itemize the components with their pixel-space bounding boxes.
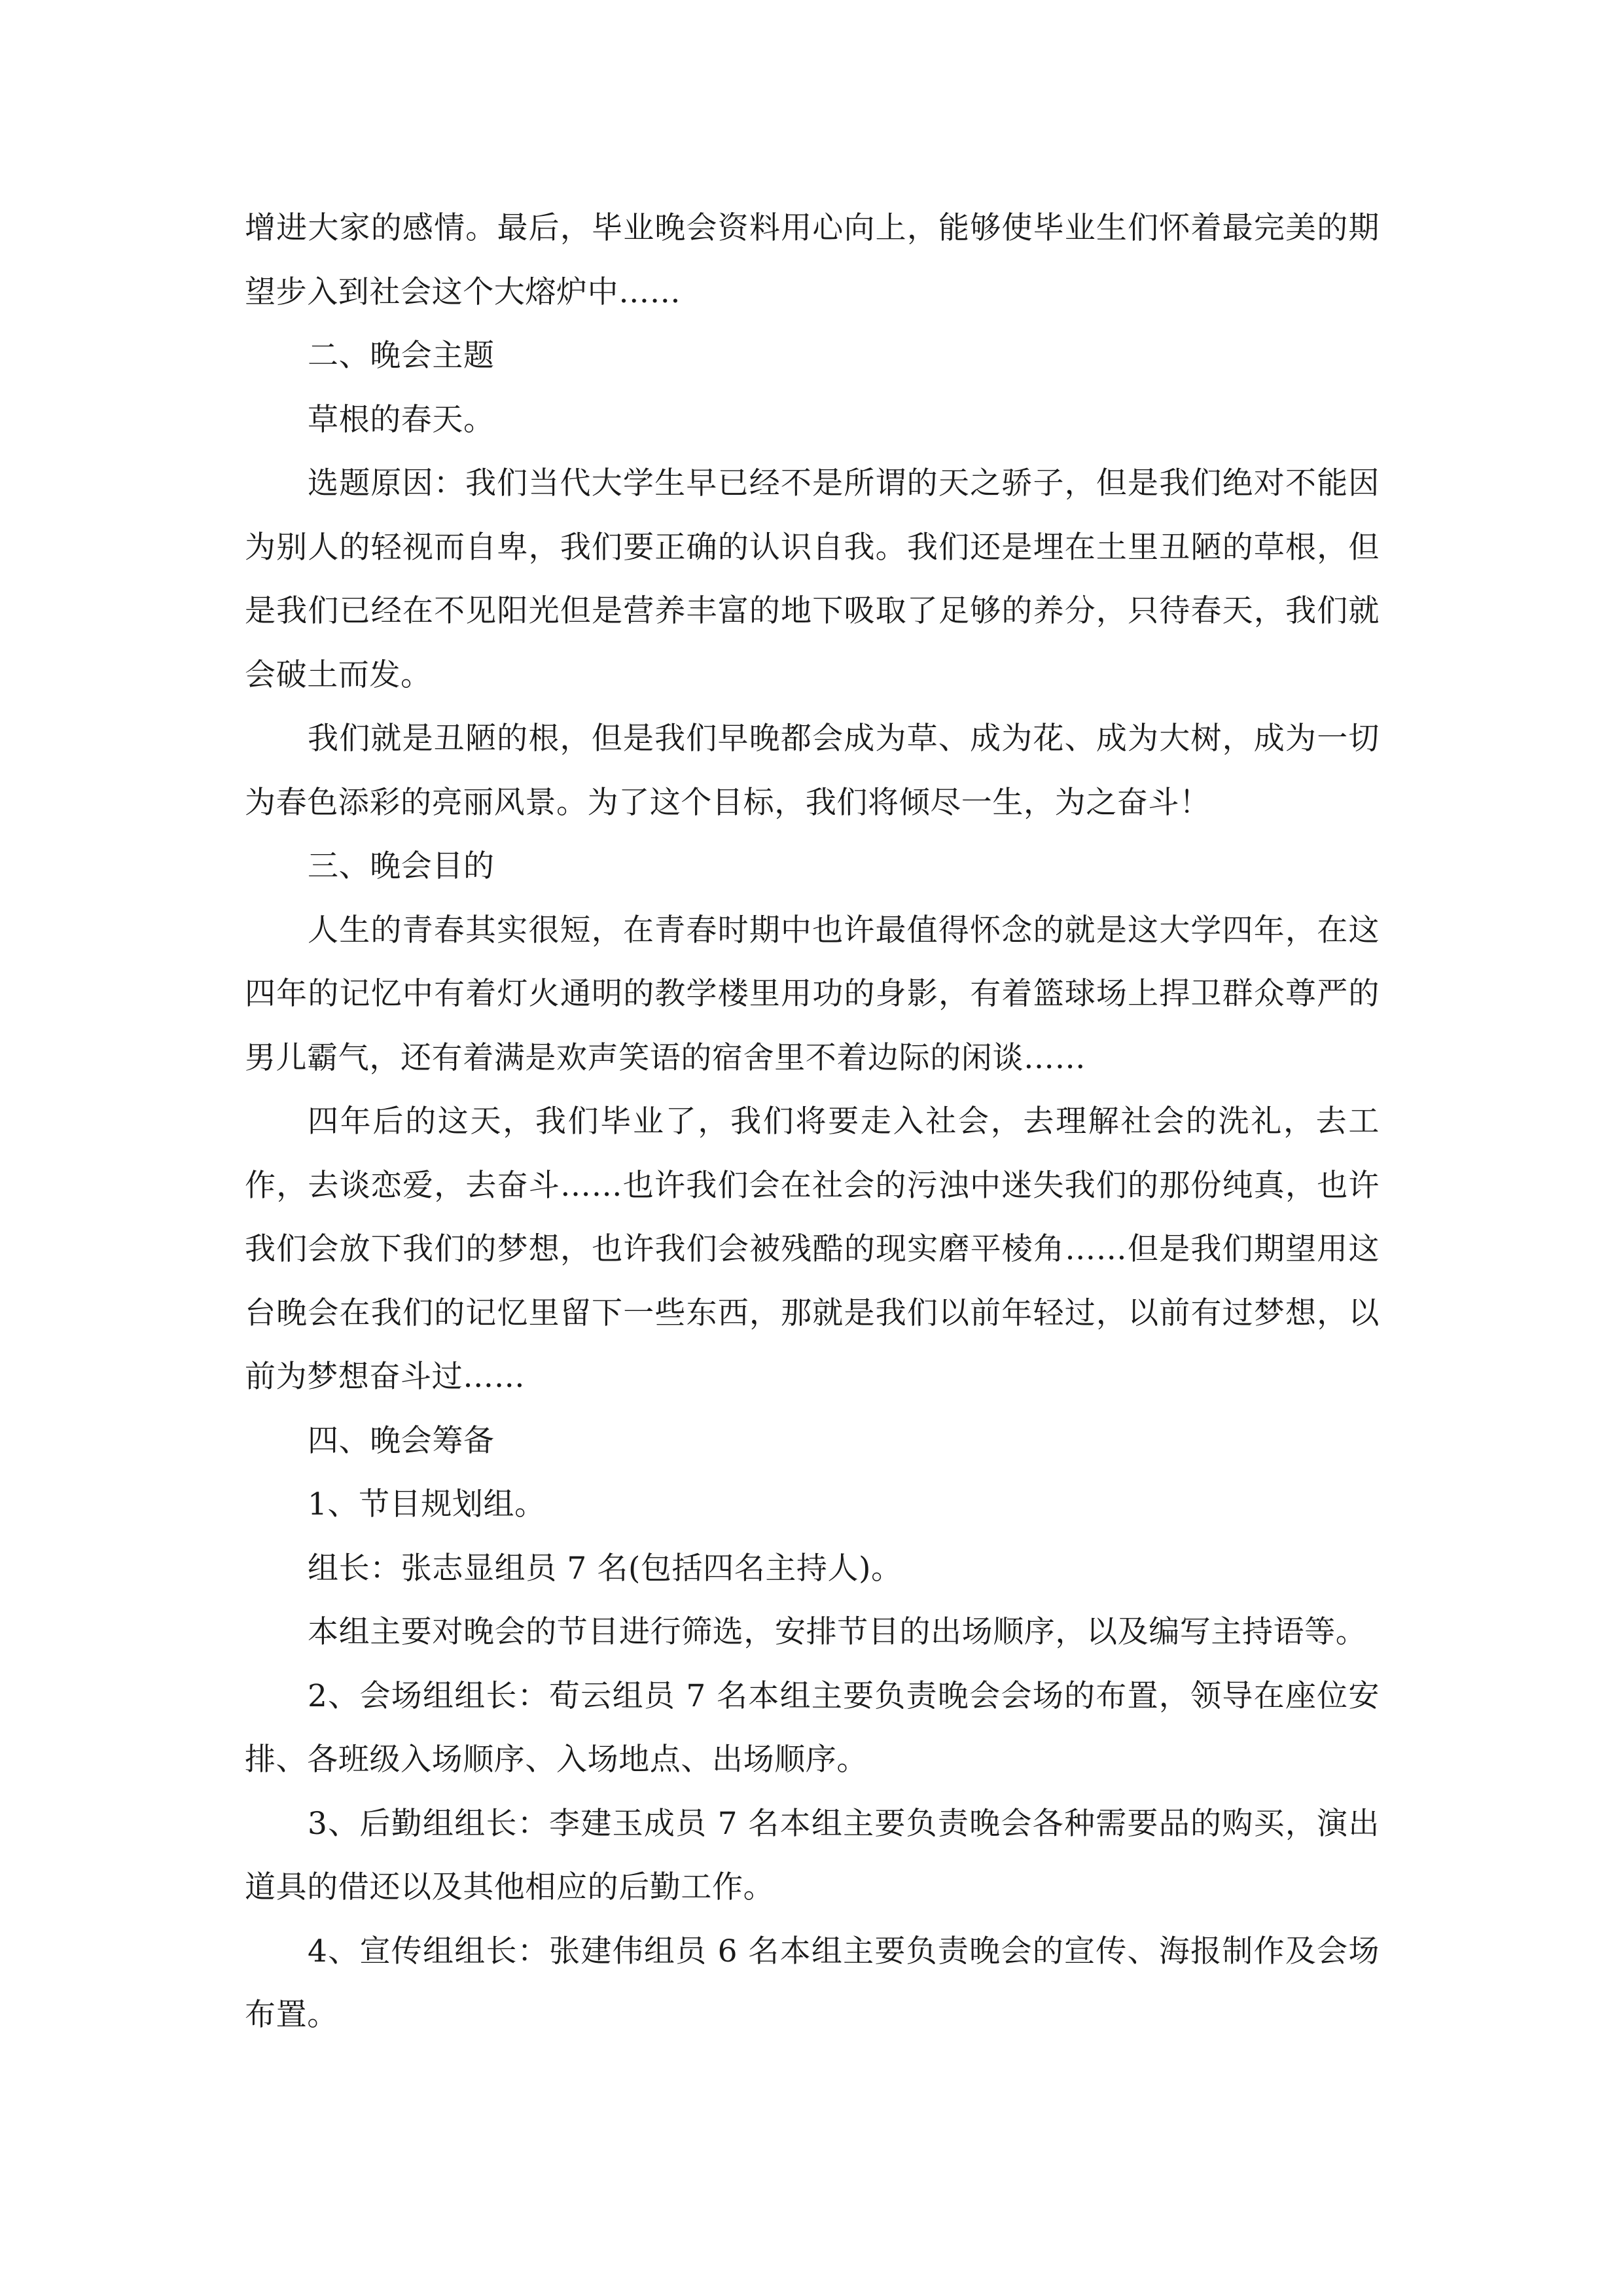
paragraph-graduation: 四年后的这天，我们毕业了，我们将要走入社会，去理解社会的洗礼，去工作，去谈恋爱，去奋斗……也许我们会在社会的污浊中迷失我们的那份纯真，也许我们会放下我们的梦想，也许我们会被残酷的现实磨平棱角……但是我们期望用这台晚会在我们的记忆里留下一些东西，那就是我们以前年轻过，以前有过梦想，以前为梦想奋斗过……	[245, 1103, 1380, 1395]
paragraph-topic-reason: 选题原因：我们当代大学生早已经不是所谓的天之骄子，但是我们绝对不能因为别人的轻视而自卑，我们要正确的认识自我。我们还是埋在土里丑陋的草根，但是我们已经在不见阳光但是营养丰富的地下吸取了足够的养分，只待春天，我们就会破土而发。	[245, 465, 1380, 693]
paragraph-theme: 草根的春天。	[308, 401, 495, 438]
section-heading-purpose: 三、晚会目的	[308, 848, 495, 884]
paragraph-program-leader: 组长：张志显组员 7 名(包括四名主持人)。	[308, 1550, 902, 1587]
paragraph-intro-continuation: 增进大家的感情。最后，毕业晚会资料用心向上，能够使毕业生们怀着最完美的期望步入到社会这个大熔炉中……	[245, 210, 1380, 310]
list-item-venue-group: 2、会场组组长：荀云组员 7 名本组主要负责晚会会场的布置，领导在座位安排、各班级入场顺序、入场地点、出场顺序。	[245, 1677, 1380, 1778]
paragraph-youth: 人生的青春其实很短，在青春时期中也许最值得怀念的就是这大学四年，在这四年的记忆中有着灯火通明的教学楼里用功的身影，有着篮球场上捍卫群众尊严的男儿霸气，还有着满是欢声笑语的宿舍里不着边际的闲谈……	[245, 912, 1380, 1076]
paragraph-roots: 我们就是丑陋的根，但是我们早晚都会成为草、成为花、成为大树，成为一切为春色添彩的亮丽风景。为了这个目标，我们将倾尽一生，为之奋斗！	[245, 721, 1380, 821]
section-heading-theme: 二、晚会主题	[308, 338, 495, 374]
list-item-publicity-group: 4、宣传组组长：张建伟组员 6 名本组主要负责晚会的宣传、海报制作及会场布置。	[245, 1933, 1380, 2033]
section-heading-preparation: 四、晚会筹备	[308, 1422, 495, 1459]
list-item-logistics-group: 3、后勤组组长：李建玉成员 7 名本组主要负责晚会各种需要品的购买，演出道具的借还以及其他相应的后勤工作。	[245, 1805, 1380, 1905]
document-page	[245, 196, 1380, 2047]
list-item-program-group: 1、节目规划组。	[308, 1486, 546, 1522]
paragraph-program-duty: 本组主要对晚会的节目进行筛选，安排节目的出场顺序，以及编写主持语等。	[308, 1614, 1367, 1650]
